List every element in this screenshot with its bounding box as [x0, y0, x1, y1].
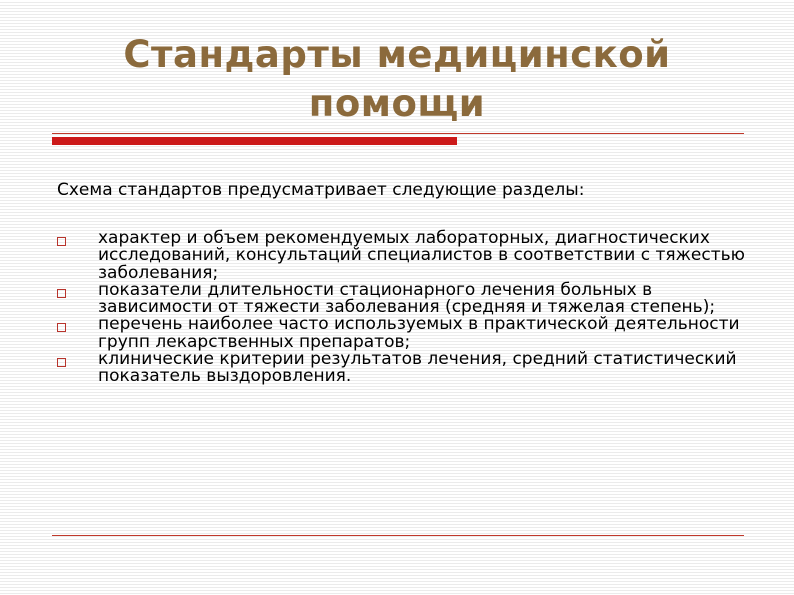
hollow-square-bullet-icon [57, 358, 66, 367]
footer-divider [52, 535, 744, 536]
intro-text: Схема стандартов предусматривает следующие разделы: [57, 180, 585, 200]
hollow-square-bullet-icon [57, 289, 66, 298]
hollow-square-bullet-icon [57, 237, 66, 246]
slide-title-line-1: Стандарты медицинской [123, 33, 671, 76]
slide-title-line-2: помощи [308, 82, 486, 125]
sections-list [57, 230, 747, 386]
list-item-text: показатели длительности стационарного лечения больных в зависимости от тяжести заболевания (средняя и тяжелая степень); [98, 279, 716, 318]
list-item [57, 351, 747, 386]
hollow-square-bullet-icon [57, 323, 66, 332]
title-divider-thin [52, 133, 744, 134]
list-item-text: перечень наиболее часто используемых в практической деятельности групп лекарственных препаратов; [98, 314, 740, 352]
list-item-text: клинические критерии результатов лечения, средний статистический показатель выздоровления. [98, 349, 737, 387]
list-item [57, 279, 747, 318]
list-item [57, 230, 747, 282]
title-divider-accent [52, 137, 457, 145]
list-item [57, 316, 747, 351]
list-item-text: характер и объем рекомендуемых лабораторных, диагностических исследований, консультаций специалистов в соответствии с тяжестью заболевания; [98, 228, 745, 283]
slide-title [60, 30, 734, 128]
